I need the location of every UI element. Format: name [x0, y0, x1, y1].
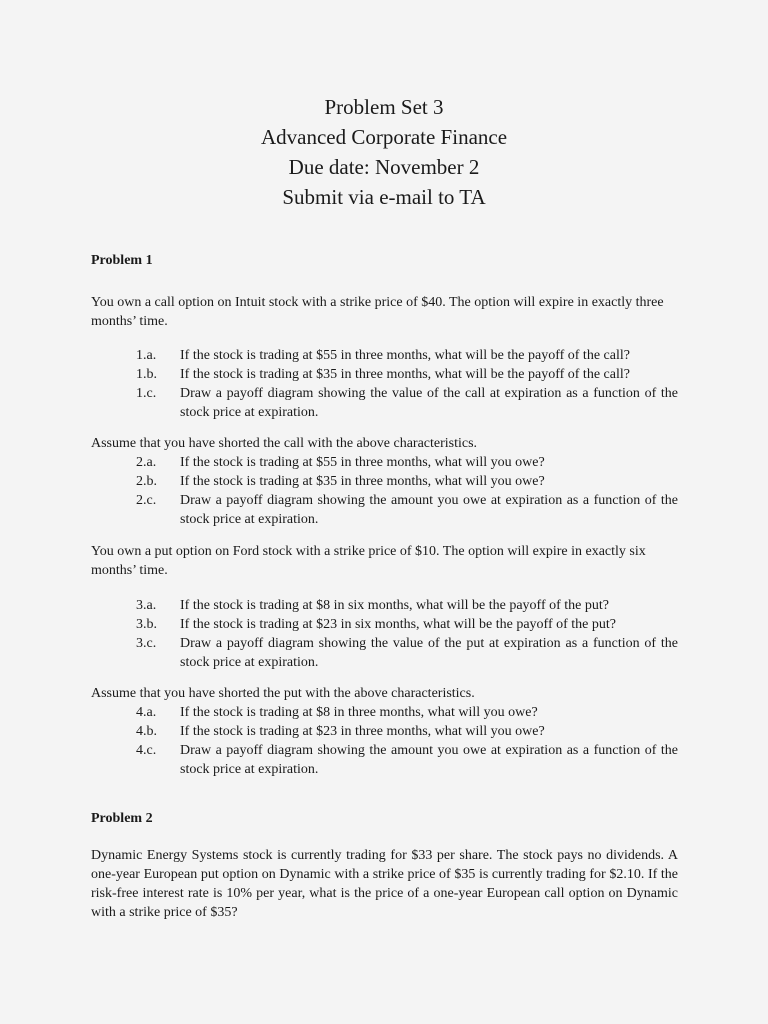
item-text: If the stock is trading at $23 in six months, what will be the payoff of the put? — [180, 617, 616, 632]
item-number: 3.a. — [136, 598, 157, 613]
item-number: 1.b. — [136, 367, 157, 382]
item-text: If the stock is trading at $35 in three months, what will be the payoff of the call? — [180, 367, 630, 382]
title-course: Advanced Corporate Finance — [260, 125, 508, 149]
title-block — [0, 92, 768, 212]
problem1-short-put-intro: Assume that you have shorted the put with the above characteristics. — [91, 686, 475, 701]
problem2-heading: Problem 2 — [91, 811, 153, 826]
problem1-call-intro: You own a call option on Intuit stock with a strike price of $40. The option will expire in exactly three months’ time. — [91, 295, 664, 329]
problem1-short-call-intro: Assume that you have shorted the call with the above characteristics. — [91, 436, 478, 451]
title-submission: Submit via e-mail to TA — [282, 185, 486, 209]
item-text: Draw a payoff diagram showing the amount you owe at expiration as a function of the stock price at expiration. — [180, 493, 678, 527]
list-item — [91, 596, 678, 615]
title-due-date: Due date: November 2 — [288, 155, 480, 179]
problem2-text: Dynamic Energy Systems stock is currently trading for $33 per share. The stock pays no dividends. A one-year European put option on Dynamic with a strike price of $35 is currently trading for $2.10. If the risk-free interest rate is 10% per year, what is the price of a one-year European call option on Dynamic with a strike price of $35? — [91, 848, 678, 920]
list-item — [91, 722, 678, 741]
list-item — [91, 615, 678, 634]
problem1-put-intro: You own a put option on Ford stock with a strike price of $10. The option will expire in exactly six months’ time. — [91, 544, 646, 578]
list-item — [91, 634, 678, 672]
item-text: Draw a payoff diagram showing the value of the put at expiration as a function of the stock price at expiration. — [180, 636, 678, 670]
list-item — [91, 472, 678, 491]
item-text: If the stock is trading at $35 in three months, what will you owe? — [180, 474, 545, 489]
item-text: If the stock is trading at $55 in three months, what will you owe? — [180, 455, 545, 470]
item-number: 4.c. — [136, 743, 157, 758]
item-number: 3.c. — [136, 636, 157, 651]
list-item — [91, 346, 678, 365]
item-number: 2.b. — [136, 474, 157, 489]
item-text: If the stock is trading at $8 in six months, what will be the payoff of the put? — [180, 598, 609, 613]
call-questions-list — [91, 346, 678, 422]
item-text: Draw a payoff diagram showing the amount you owe at expiration as a function of the stock price at expiration. — [180, 743, 678, 777]
put-questions-list — [91, 596, 678, 672]
item-number: 4.a. — [136, 705, 157, 720]
item-text: If the stock is trading at $55 in three months, what will be the payoff of the call? — [180, 348, 630, 363]
list-item — [91, 491, 678, 529]
list-item — [91, 703, 678, 722]
list-item — [91, 741, 678, 779]
item-number: 4.b. — [136, 724, 157, 739]
item-text: Draw a payoff diagram showing the value of the call at expiration as a function of the stock price at expiration. — [180, 386, 678, 420]
problem1-heading: Problem 1 — [91, 253, 153, 268]
short-put-questions-list — [91, 703, 678, 779]
item-number: 3.b. — [136, 617, 157, 632]
list-item — [91, 384, 678, 422]
short-call-questions-list — [91, 453, 678, 529]
item-number: 2.a. — [136, 455, 157, 470]
list-item — [91, 365, 678, 384]
title-problem-set: Problem Set 3 — [324, 95, 444, 119]
list-item — [91, 453, 678, 472]
item-number: 1.c. — [136, 386, 157, 401]
item-text: If the stock is trading at $8 in three months, what will you owe? — [180, 705, 538, 720]
item-number: 1.a. — [136, 348, 157, 363]
item-number: 2.c. — [136, 493, 157, 508]
item-text: If the stock is trading at $23 in three months, what will you owe? — [180, 724, 545, 739]
